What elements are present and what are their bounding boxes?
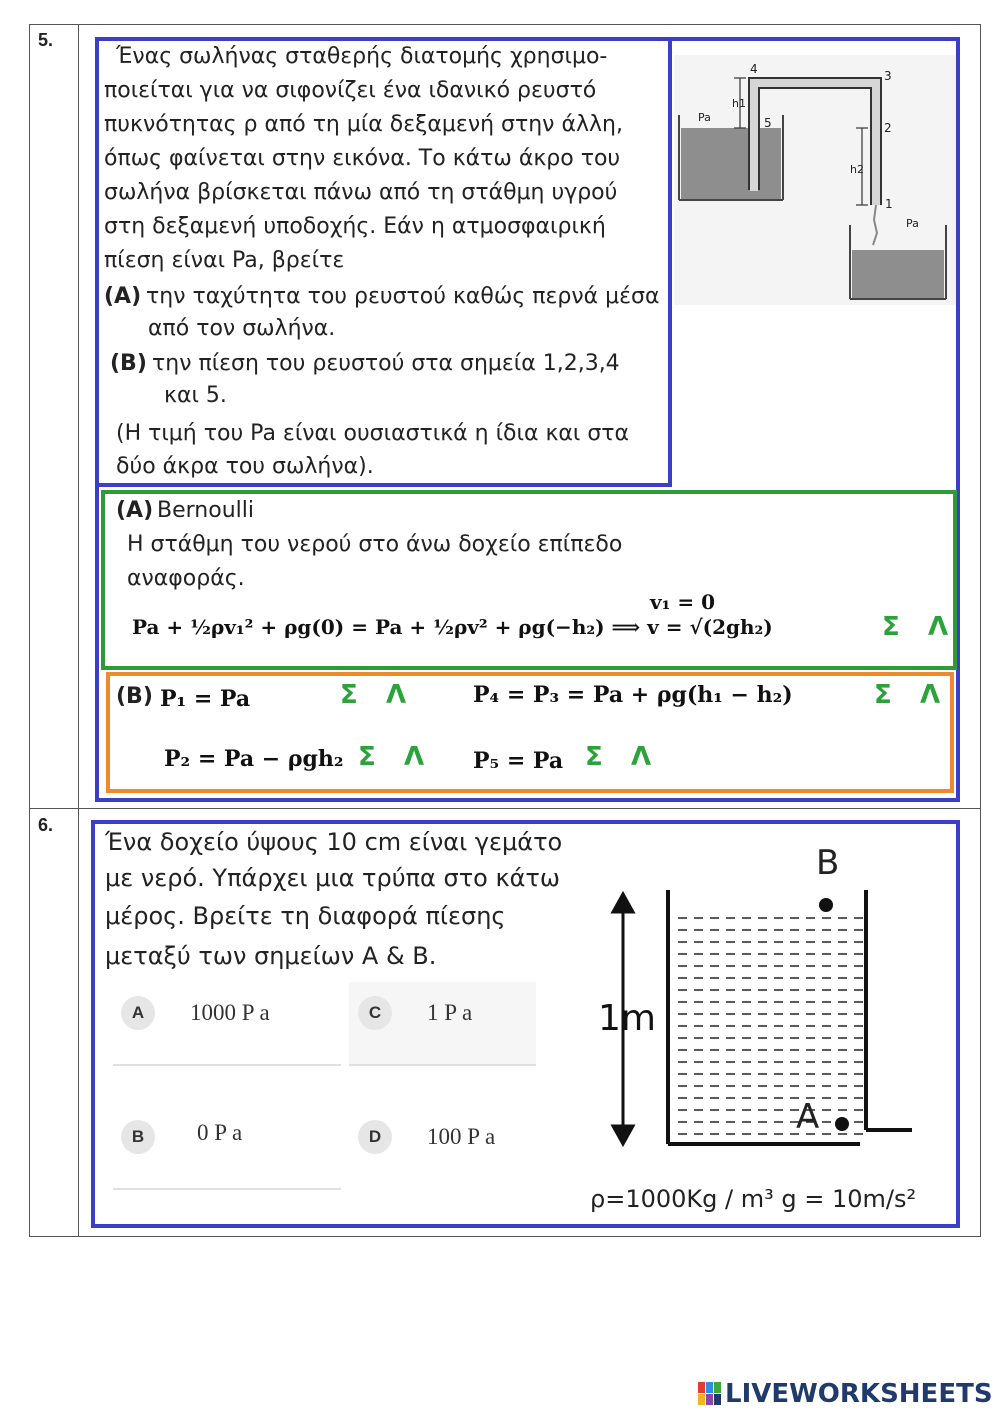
option-letter: D	[358, 1120, 392, 1154]
q5-problem-line: όπως φαίνεται στην εικόνα. Το κάτω άκρο του	[104, 146, 621, 171]
q6-problem-line: μέρος. Βρείτε τη διαφορά πίεσης	[105, 902, 506, 930]
pressure-p1: P₁ = Pa	[160, 686, 251, 712]
q6-constants: ρ=1000Kg / m³ g = 10m/s²	[590, 1185, 917, 1213]
lambda-mark[interactable]: Λ	[631, 742, 652, 772]
point-b-dot	[819, 898, 833, 912]
siphon-diagram	[674, 55, 956, 305]
sigma-mark[interactable]: Σ	[585, 742, 603, 772]
label-2: 2	[884, 121, 892, 135]
answer-b-label: (B)	[116, 684, 153, 709]
lambda-mark[interactable]: Λ	[920, 680, 941, 710]
q5-problem-line: πίεση είναι Pa, βρείτε	[104, 248, 345, 273]
answer-a-title: Bernoulli	[157, 498, 254, 523]
table-bottom-border	[29, 1236, 981, 1237]
table-left-border	[29, 24, 30, 1237]
q5-problem-line: σωλήνα βρίσκεται πάνω από τη στάθμη υγρού	[104, 180, 618, 205]
lambda-mark[interactable]: Λ	[404, 742, 425, 772]
sigma-mark[interactable]: Σ	[874, 680, 892, 710]
label-h1: h1	[732, 97, 746, 110]
table-right-border	[980, 24, 981, 1237]
q5-part-a-text: την ταχύτητα του ρευστού καθώς περνά μέσα	[146, 284, 660, 309]
q5-note: δύο άκρα του σωλήνα).	[116, 454, 374, 479]
option-text: 0 P a	[197, 1120, 243, 1145]
answer-a-line: Η στάθμη του νερού στο άνω δοχείο επίπεδο	[127, 532, 623, 557]
q5-part-a-label: (A)	[104, 284, 142, 309]
pressure-p5: P₅ = Pa	[473, 748, 564, 774]
option-underline	[113, 1064, 341, 1066]
q5-problem-line: Ένας σωλήνας σταθερής διατομής χρησιμο-	[116, 44, 608, 69]
table-top-border	[29, 24, 981, 25]
q5-problem-line: στη δεξαμενή υποδοχής. Εάν η ατμοσφαιρική	[104, 214, 606, 239]
option-underline	[113, 1188, 341, 1190]
answer-a-line: αναφοράς.	[127, 566, 245, 591]
logo-icon	[698, 1382, 722, 1406]
water-dashes	[678, 918, 863, 1134]
point-b-label: B	[816, 843, 840, 883]
option-underline	[349, 1064, 536, 1066]
lambda-mark[interactable]: Λ	[386, 680, 407, 710]
q6-problem-line: με νερό. Υπάρχει μια τρύπα στο κάτω	[105, 864, 560, 892]
question-number-6: 6.	[38, 815, 54, 835]
q5-part-b-text: την πίεση του ρευστού στα σημεία 1,2,3,4	[152, 351, 620, 376]
label-3: 3	[884, 69, 892, 83]
answer-a-label: (A)	[116, 498, 154, 523]
q5-part-b-text: και 5.	[164, 383, 227, 408]
label-5: 5	[764, 116, 772, 130]
question-number-5: 5.	[38, 30, 54, 50]
option-letter: C	[358, 996, 392, 1030]
point-a-label: A	[796, 1097, 820, 1137]
label-h2: h2	[850, 163, 864, 176]
sigma-mark[interactable]: Σ	[340, 680, 358, 710]
height-label: 1m	[598, 998, 656, 1039]
table-col-divider	[78, 24, 79, 1237]
q5-part-a-text: από τον σωλήνα.	[148, 316, 336, 341]
label-pa-left: Pa	[698, 111, 711, 124]
option-text: 1 P a	[427, 1000, 473, 1025]
pressure-p2: P₂ = Pa − ρgh₂	[164, 746, 344, 772]
sigma-mark[interactable]: Σ	[882, 612, 900, 642]
label-4: 4	[750, 62, 758, 76]
label-1: 1	[885, 197, 893, 211]
option-letter: B	[121, 1120, 155, 1154]
q5-problem-line: ποιείται για να σιφονίζει ένα ιδανικό ρευστό	[104, 78, 597, 103]
q6-problem-line: Ένα δοχείο ύψους 10 cm είναι γεμάτο	[105, 828, 563, 856]
table-row-divider	[29, 808, 981, 809]
pressure-p4: P₄ = P₃ = Pa + ρg(h₁ − h₂)	[473, 682, 793, 708]
logo-text: LIVEWORKSHEETS	[725, 1379, 993, 1409]
label-pa-right: Pa	[906, 217, 919, 230]
option-text: 100 P a	[427, 1124, 496, 1149]
bernoulli-condition: v₁ = 0	[650, 590, 715, 614]
q5-note: (Η τιμή του Pa είναι ουσιαστικά η ίδια και στα	[116, 421, 630, 446]
bernoulli-equation: Pa + ½ρv₁² + ρg(0) = Pa + ½ρv² + ρg(−h₂) ⟹ v = √(2gh₂)	[132, 615, 773, 639]
point-a-dot	[835, 1117, 849, 1131]
container-diagram	[590, 838, 930, 1158]
option-text: 1000 P a	[190, 1000, 270, 1025]
sigma-mark[interactable]: Σ	[358, 742, 376, 772]
lambda-mark[interactable]: Λ	[928, 612, 949, 642]
option-letter: A	[121, 996, 155, 1030]
q6-problem-line: μεταξύ των σημείων A & B.	[105, 942, 437, 970]
q5-part-b-label: (B)	[110, 351, 147, 376]
q5-problem-line: πυκνότητας ρ από τη μία δεξαμενή στην άλλη,	[104, 112, 623, 137]
container-walls	[668, 890, 912, 1144]
